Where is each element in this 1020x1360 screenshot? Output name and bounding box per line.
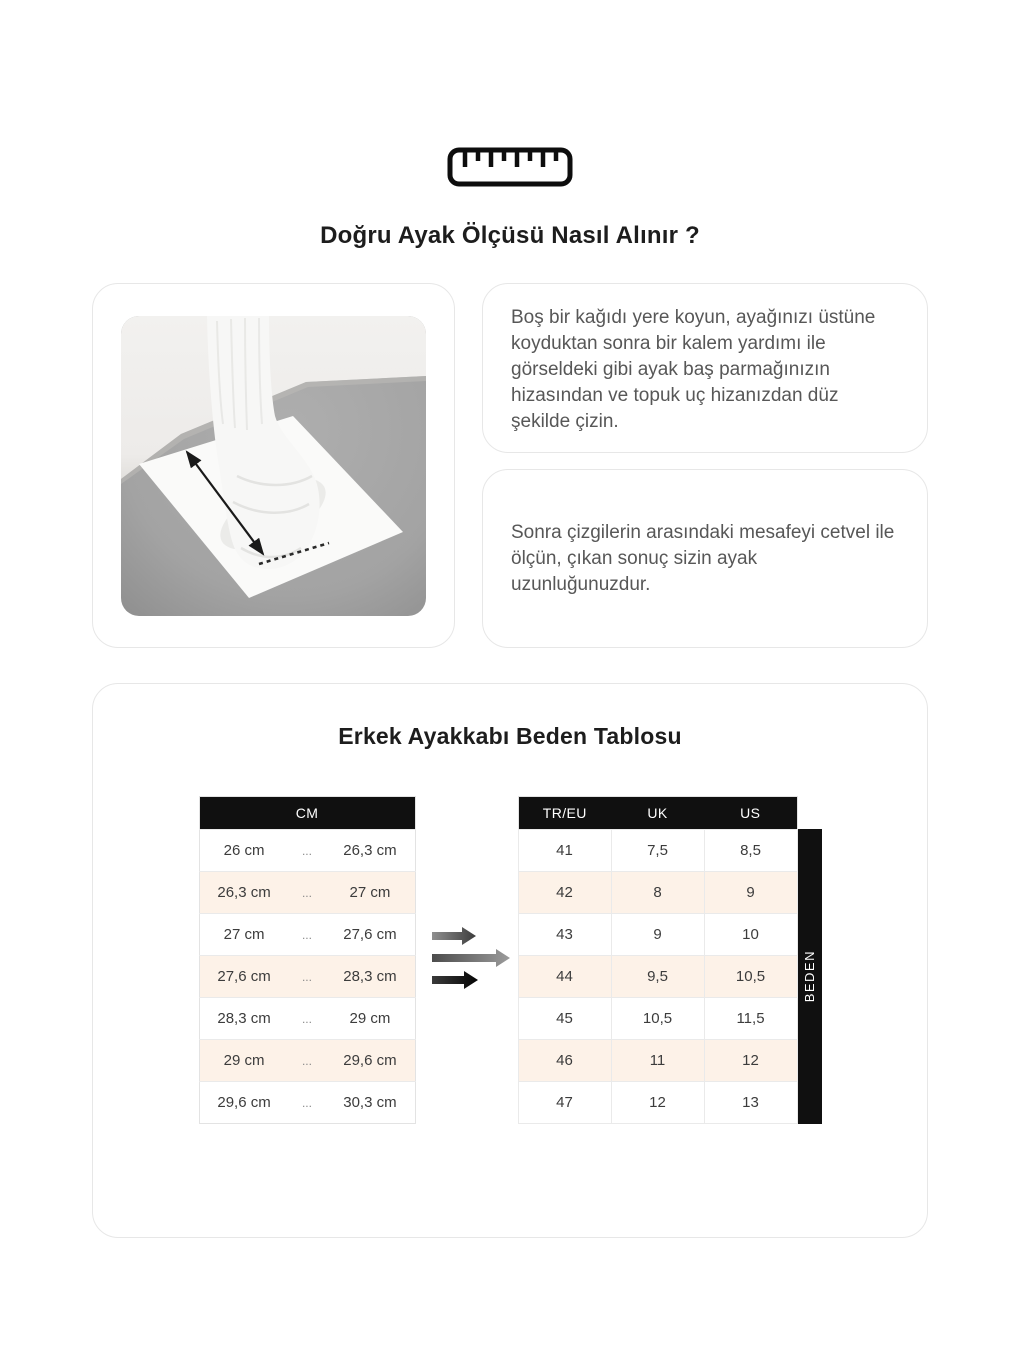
cm-range-from: 29,6 cm	[199, 1082, 289, 1124]
cm-table-row	[199, 1082, 415, 1124]
instructions-column	[482, 283, 928, 648]
photo-card	[92, 283, 455, 648]
size-tables-row	[93, 796, 927, 1124]
size-cell-us: 8,5	[704, 830, 797, 872]
cm-range-from: 29 cm	[199, 1040, 289, 1082]
cm-range-from: 28,3 cm	[199, 998, 289, 1040]
measurement-guide-section	[92, 283, 928, 648]
cm-table-row	[199, 1040, 415, 1082]
range-separator: ...	[289, 914, 326, 956]
size-cell-treu: 42	[518, 872, 611, 914]
size-cell-treu: 44	[518, 956, 611, 998]
size-table-header-us: US	[704, 797, 797, 830]
range-separator: ...	[289, 1082, 326, 1124]
size-table-row	[518, 1082, 797, 1124]
size-table-body	[518, 830, 797, 1124]
cm-range-to: 29,6 cm	[325, 1040, 415, 1082]
size-cell-treu: 43	[518, 914, 611, 956]
range-separator: ...	[289, 830, 326, 872]
beden-side-label: BEDEN	[798, 829, 822, 1124]
cm-range-from: 26 cm	[199, 830, 289, 872]
cm-range-from: 27,6 cm	[199, 956, 289, 998]
cm-range-to: 27,6 cm	[325, 914, 415, 956]
cm-range-to: 26,3 cm	[325, 830, 415, 872]
cm-table	[199, 796, 416, 1124]
instruction-card-step2	[482, 469, 928, 648]
size-cell-uk: 7,5	[611, 830, 704, 872]
size-table-header-treu: TR/EU	[518, 797, 611, 830]
size-cell-uk: 12	[611, 1082, 704, 1124]
size-cell-us: 10,5	[704, 956, 797, 998]
cm-range-from: 26,3 cm	[199, 872, 289, 914]
cm-range-from: 27 cm	[199, 914, 289, 956]
conversion-arrows-icon	[432, 926, 510, 990]
ruler-icon-wrap	[0, 0, 1020, 187]
size-cell-uk: 11	[611, 1040, 704, 1082]
size-cell-uk: 9	[611, 914, 704, 956]
size-cell-treu: 47	[518, 1082, 611, 1124]
size-table-row	[518, 914, 797, 956]
cm-table-row	[199, 830, 415, 872]
cm-table-body	[199, 830, 415, 1124]
size-table-row	[518, 830, 797, 872]
cm-table-row	[199, 998, 415, 1040]
size-table-group	[518, 796, 822, 1124]
size-table-row	[518, 998, 797, 1040]
size-cell-uk: 9,5	[611, 956, 704, 998]
size-table	[518, 796, 798, 1124]
size-cell-treu: 46	[518, 1040, 611, 1082]
size-table-header-uk: UK	[611, 797, 704, 830]
cm-range-to: 30,3 cm	[325, 1082, 415, 1124]
instruction-step1-text: Boş bir kağıdı yere koyun, ayağınızı üstüne koyduktan sonra bir kalem yardımı ile görseldeki gibi ayak baş parmağınızın hizasından ve topuk uç hizanızdan düz şekilde çizin.	[511, 307, 876, 432]
cm-table-row	[199, 956, 415, 998]
size-cell-uk: 10,5	[611, 998, 704, 1040]
instruction-step2-text: Sonra çizgilerin arasındaki mesafeyi cetvel ile ölçün, çıkan sonuç sizin ayak uzunluğunuzdur.	[511, 521, 895, 595]
size-cell-us: 9	[704, 872, 797, 914]
cm-table-row	[199, 872, 415, 914]
size-cell-treu: 45	[518, 998, 611, 1040]
range-separator: ...	[289, 1040, 326, 1082]
instruction-card-step1	[482, 283, 928, 453]
cm-range-to: 27 cm	[325, 872, 415, 914]
size-table-row	[518, 956, 797, 998]
size-cell-us: 11,5	[704, 998, 797, 1040]
range-separator: ...	[289, 998, 326, 1040]
size-cell-us: 13	[704, 1082, 797, 1124]
page-title: Doğru Ayak Ölçüsü Nasıl Alınır ?	[320, 222, 700, 249]
size-cell-us: 10	[704, 914, 797, 956]
size-cell-uk: 8	[611, 872, 704, 914]
cm-range-to: 28,3 cm	[325, 956, 415, 998]
foot-measurement-photo	[121, 316, 426, 616]
range-separator: ...	[289, 956, 326, 998]
size-chart-card	[92, 683, 928, 1238]
size-chart-title: Erkek Ayakkabı Beden Tablosu	[338, 723, 682, 749]
size-cell-treu: 41	[518, 830, 611, 872]
range-separator: ...	[289, 872, 326, 914]
cm-table-row	[199, 914, 415, 956]
cm-table-header: CM	[199, 797, 415, 830]
size-table-row	[518, 1040, 797, 1082]
size-cell-us: 12	[704, 1040, 797, 1082]
size-table-row	[518, 872, 797, 914]
ruler-icon	[447, 147, 573, 187]
cm-range-to: 29 cm	[325, 998, 415, 1040]
